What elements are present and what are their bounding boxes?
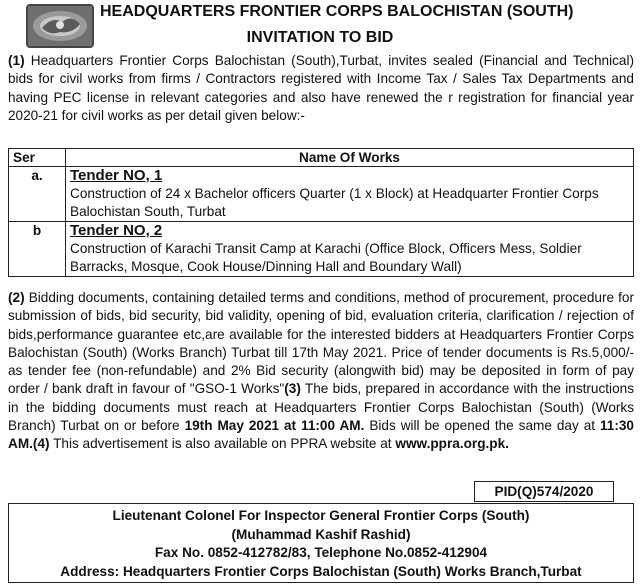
column-header-works: Name Of Works [66,149,634,167]
paragraph-number: (1) [8,53,25,68]
table-row [9,222,634,277]
paragraph-number: (4) [32,436,50,452]
paragraph-text: The bids, prepared in accordance with the instructions in the bidding documents must reach at Headquarters Frontier Corps Balochistan (South) (Works Branch) Turbat on or before [8,381,634,434]
works-table [8,148,634,277]
pid-number: PID(Q)574/2020 [474,481,614,502]
submission-deadline: 19th May 2021 at 11:00 AM. [184,418,365,434]
table-row [9,167,634,222]
tender-label: Tender NO, 2 [70,222,163,239]
notice-heading: HEADQUARTERS FRONTIER CORPS BALOCHISTAN (SOUTH) [100,3,574,20]
tender-label: Tender NO, 1 [70,167,163,184]
row-works [66,167,634,222]
paragraph-1 [8,52,634,125]
tender-description: Construction of 24 x Bachelor officers Quarter (1 x Block) at Headquarter Frontier Corps Balochistan South, Turbat [70,186,599,219]
contact-address: Address: Headquarters Frontier Corps Balochistan (South) Works Branch,Turbat [60,563,582,579]
signatory-name: (Muhammad Kashif Rashid) [231,526,411,542]
row-works [66,222,634,277]
paragraph-number: (3) [284,381,301,397]
row-serial: b [9,222,66,277]
paragraph-number: (2) [8,290,25,305]
paragraph-text: Bids will be opened the same day at [369,418,596,434]
contact-footer [8,503,634,583]
paragraph-text: Bidding documents, containing detailed terms and conditions, method of procurement, procedure for submission of bids, bid security, bid validity, opening of bid, evaluation criteria, clarification / rejection of bids,performance guarantee etc,are available for the interested bidders at Headquarters Frontier Corps Balochistan (South) (Works Branch) Turbat till 17th May 2021. Price of tender documents is Rs.5,000/- as tender fee (non-refundable) and 2% Bid security (alongwith bid) may be deposited in form of pay order / bank draft in favour of "GSO-1 Works" [8,290,634,397]
column-header-ser: Ser [9,149,66,167]
table-header-row [9,149,634,167]
signatory-title: Lieutenant Colonel For Inspector General Frontier Corps (South) [112,508,530,523]
notice-subtitle: INVITATION TO BID [246,29,394,46]
website-link[interactable]: www.ppra.org.pk. [395,436,509,452]
tender-description: Construction of Karachi Transit Camp at Karachi (Office Block, Officers Mess, Soldier Barracks, Mosque, Cook House/Dinning Hall and Boundary Wall) [70,241,582,274]
opening-time: 11:30 AM. [8,418,634,452]
contact-numbers: Fax No. 0852-412782/83, Telephone No.0852-412904 [154,545,488,560]
paragraph-text: Headquarters Frontier Corps Balochistan (South),Turbat, invites sealed (Financial and Technical) bids for civil works from firms / Contractors registered with Income Tax / Sales Tax Departments and having PEC license in relevant categories and also have renewed the r registration for financial year 2020-21 for civil works as per detail given below:- [8,53,635,123]
row-serial: a. [9,167,66,222]
paragraph-2 [8,289,634,454]
paragraph-text: This advertisement is also available on PPRA website at [53,436,392,452]
